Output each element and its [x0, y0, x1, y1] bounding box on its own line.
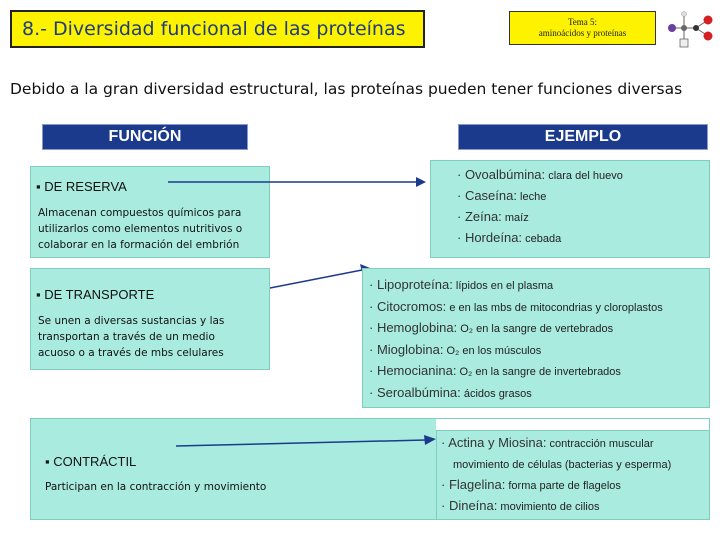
- arrow-transporte: [270, 264, 370, 294]
- example-detail: cebada: [522, 233, 562, 245]
- header-ejemplo: EJEMPLO: [458, 124, 708, 150]
- example-name: · Seroalbúmina:: [369, 384, 461, 400]
- example-detail: leche: [516, 191, 547, 203]
- example-item: [457, 165, 623, 186]
- transporte-desc: Se unen a diversas sustancias y las transportan a través de un medio acuoso o a través de mbs celulares: [38, 315, 225, 359]
- reserva-desc: Almacenan compuestos químicos para utilizarlos como elementos nutritivos o colaborar en la formación del embrión: [38, 207, 243, 251]
- example-item: [369, 297, 663, 319]
- transporte-examples: [369, 275, 663, 404]
- subtitle: Debido a la gran diversidad estructural, las proteínas pueden tener funciones diversas: [10, 80, 683, 98]
- panel-transporte-ejemplo: [362, 268, 710, 408]
- example-name: · Caseína:: [457, 188, 517, 203]
- example-name: · Hordeína:: [457, 230, 523, 245]
- header-funcion: FUNCIÓN: [42, 124, 248, 150]
- example-item: [369, 340, 663, 362]
- example-detail: lípidos en el plasma: [452, 280, 554, 292]
- example-name: · Dineína:: [441, 498, 498, 513]
- example-name: · Lipoproteína:: [369, 277, 453, 292]
- arrow-reserva: [168, 176, 428, 188]
- panel-reserva-ejemplo: [430, 160, 710, 258]
- example-detail: movimiento de células (bacterias y esperma): [453, 459, 672, 471]
- reserva-title: ▪ DE RESERVA: [36, 179, 127, 194]
- theme-line-1: Tema 5:: [567, 17, 598, 27]
- amino-acid-molecule-icon: [662, 6, 718, 50]
- example-detail: ácidos grasos: [460, 387, 532, 400]
- example-detail: contracción muscular: [546, 438, 654, 450]
- theme-label: [509, 11, 656, 45]
- example-name: · Flagelina:: [441, 477, 506, 492]
- example-name: · Mioglobina:: [369, 341, 444, 357]
- example-item: [369, 383, 663, 405]
- example-item: [457, 186, 623, 207]
- reserva-examples: [457, 165, 623, 249]
- slide-title-text: 8.- Diversidad funcional de las proteínas: [22, 18, 406, 40]
- example-item: [369, 318, 663, 340]
- example-detail: movimiento de cilios: [497, 501, 600, 513]
- example-detail: e en las mbs de mitocondrias y cloroplastos: [446, 301, 663, 314]
- example-item: [457, 228, 623, 249]
- contractil-title: ▪ CONTRÁCTIL: [45, 454, 137, 469]
- panel-transporte-funcion: [30, 268, 270, 370]
- example-name: · Hemoglobina:: [369, 320, 458, 335]
- slide-title: [10, 10, 425, 48]
- example-detail: maíz: [501, 212, 529, 224]
- transporte-title: ▪ DE TRANSPORTE: [36, 287, 155, 302]
- example-item: [369, 275, 663, 297]
- example-item: [457, 207, 623, 228]
- example-detail: O₂ en la sangre de vertebrados: [457, 323, 614, 335]
- arrow-contractil: [176, 434, 438, 450]
- example-name: · Ovoalbúmina:: [457, 167, 546, 182]
- example-detail: forma parte de flagelos: [505, 480, 621, 492]
- example-name: · Citocromos:: [369, 298, 447, 314]
- contractil-desc: Participan en la contracción y movimiento: [45, 481, 267, 493]
- example-name: · Actina y Miosina:: [441, 435, 547, 450]
- example-detail: O₂ en los músculos: [443, 344, 542, 357]
- example-detail: clara del huevo: [545, 170, 623, 182]
- example-name: · Hemocianina:: [369, 363, 457, 378]
- example-item: [369, 361, 663, 383]
- example-name: · Zeína:: [457, 209, 502, 224]
- example-detail: O₂ en la sangre de invertebrados: [456, 366, 621, 378]
- theme-line-2: aminoácidos y proteínas: [538, 28, 627, 38]
